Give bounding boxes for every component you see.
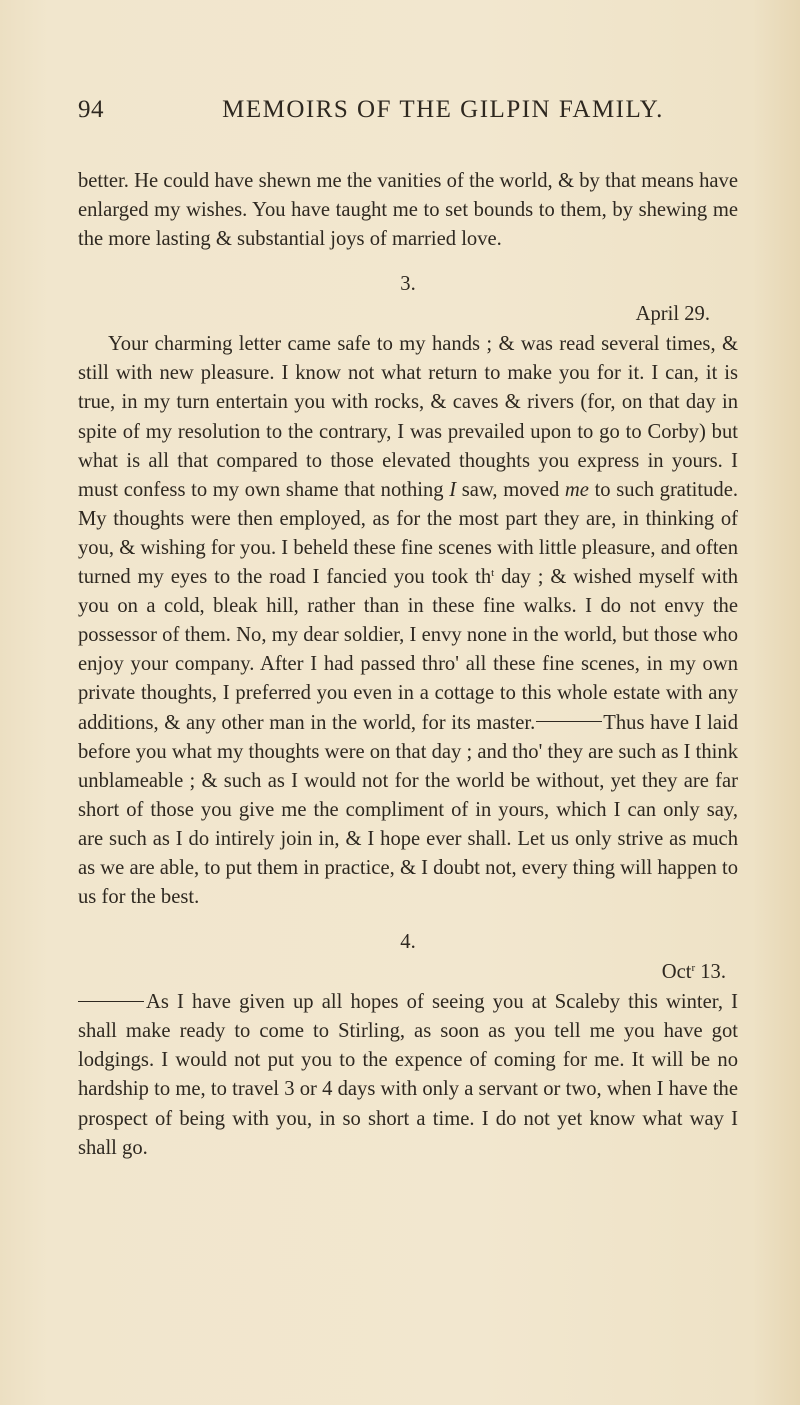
letter-3-text-d: day ; & wished myself with you on a cold, bleak hill, rather than in these fine walks. I do not envy the possessor of them. No, my dear soldier, I envy none in the world, but those who enjoy your company. After I had passed thro' all these fine scenes, in my own private thoughts, I preferred you even in a cottage to this whole estate with any additions, & any other man in the world, for its master. [78,566,739,734]
letter-3-text-c: to such gratitude. My thoughts were then employed, as for the most part they are, in thinking of you, & wishing for you. I beheld these fine scenes with little pleasure, and often turned my eyes to the road I fancied you took th [78,478,738,589]
letter-4-text: As I have given up all hopes of seeing you at Scaleby this winter, I shall make ready to come to Stirling, as soon as you tell me you have got lodgings. I would not put you to the expence of coming for me. It will be no hardship to me, to travel 3 or 4 days with only a servant or two, when I have the prospect of being with you, in so short a time. I do not yet know what way I shall go. [78,991,738,1159]
letter-date-4-month: Oct [661,961,692,984]
em-dash-rule [536,721,602,722]
page-header [78,96,748,136]
continuation-paragraph: better. He could have shewn me the vanities of the world, & by that means have enlarged my wishes. You have taught me to set bounds to them, by shewing me the more lasting & substantial joys of married love. [78,170,738,251]
running-head: MEMOIRS OF THE GILPIN FAMILY. [222,96,664,123]
letter-number-3: 3. [400,273,416,296]
letter-date-4-day: 13. [695,961,726,984]
letter-3-paragraph [78,330,738,912]
superscript-t: t [491,567,495,580]
page-number: 94 [78,96,104,123]
letter-3-text-e: Thus have I laid before you what my thoughts were on that day ; and tho' they are such as I think unblameable ; & such as I would not for the world be without, yet they are far short of those you give me the compliment of in yours, which I can only say, are such as I do intirely join in, & I hope ever shall. Let us only strive as much as we are able, to put them in practice, & I doubt not, every thing will happen to us for the best. [78,711,738,909]
lead-dash-rule [78,1001,144,1002]
page-body [78,167,738,1163]
letter-number-4: 4. [400,931,416,954]
letter-date-4-sup: r [691,962,696,975]
letter-4-paragraph [78,988,738,1163]
letter-date-3: April 29. [635,303,710,326]
letter-3-text-b: saw, moved [456,478,565,501]
letter-date-4 [78,957,738,987]
emphasis-me: me [564,478,589,501]
emphasis-i: I [449,478,457,501]
letter-3-text-a: Your charming letter came safe to my hands ; & was read several times, & still with new pleasure. I know not what return to make you for it. I can, it is true, in my turn entertain you with rocks, & caves & rivers (for, on that day in spite of my resolution to the contrary, I was prevailed upon to go to Corby) but what is all that compared to those elevated thoughts you express in yours. I must confess to my own shame that nothing [78,333,738,501]
